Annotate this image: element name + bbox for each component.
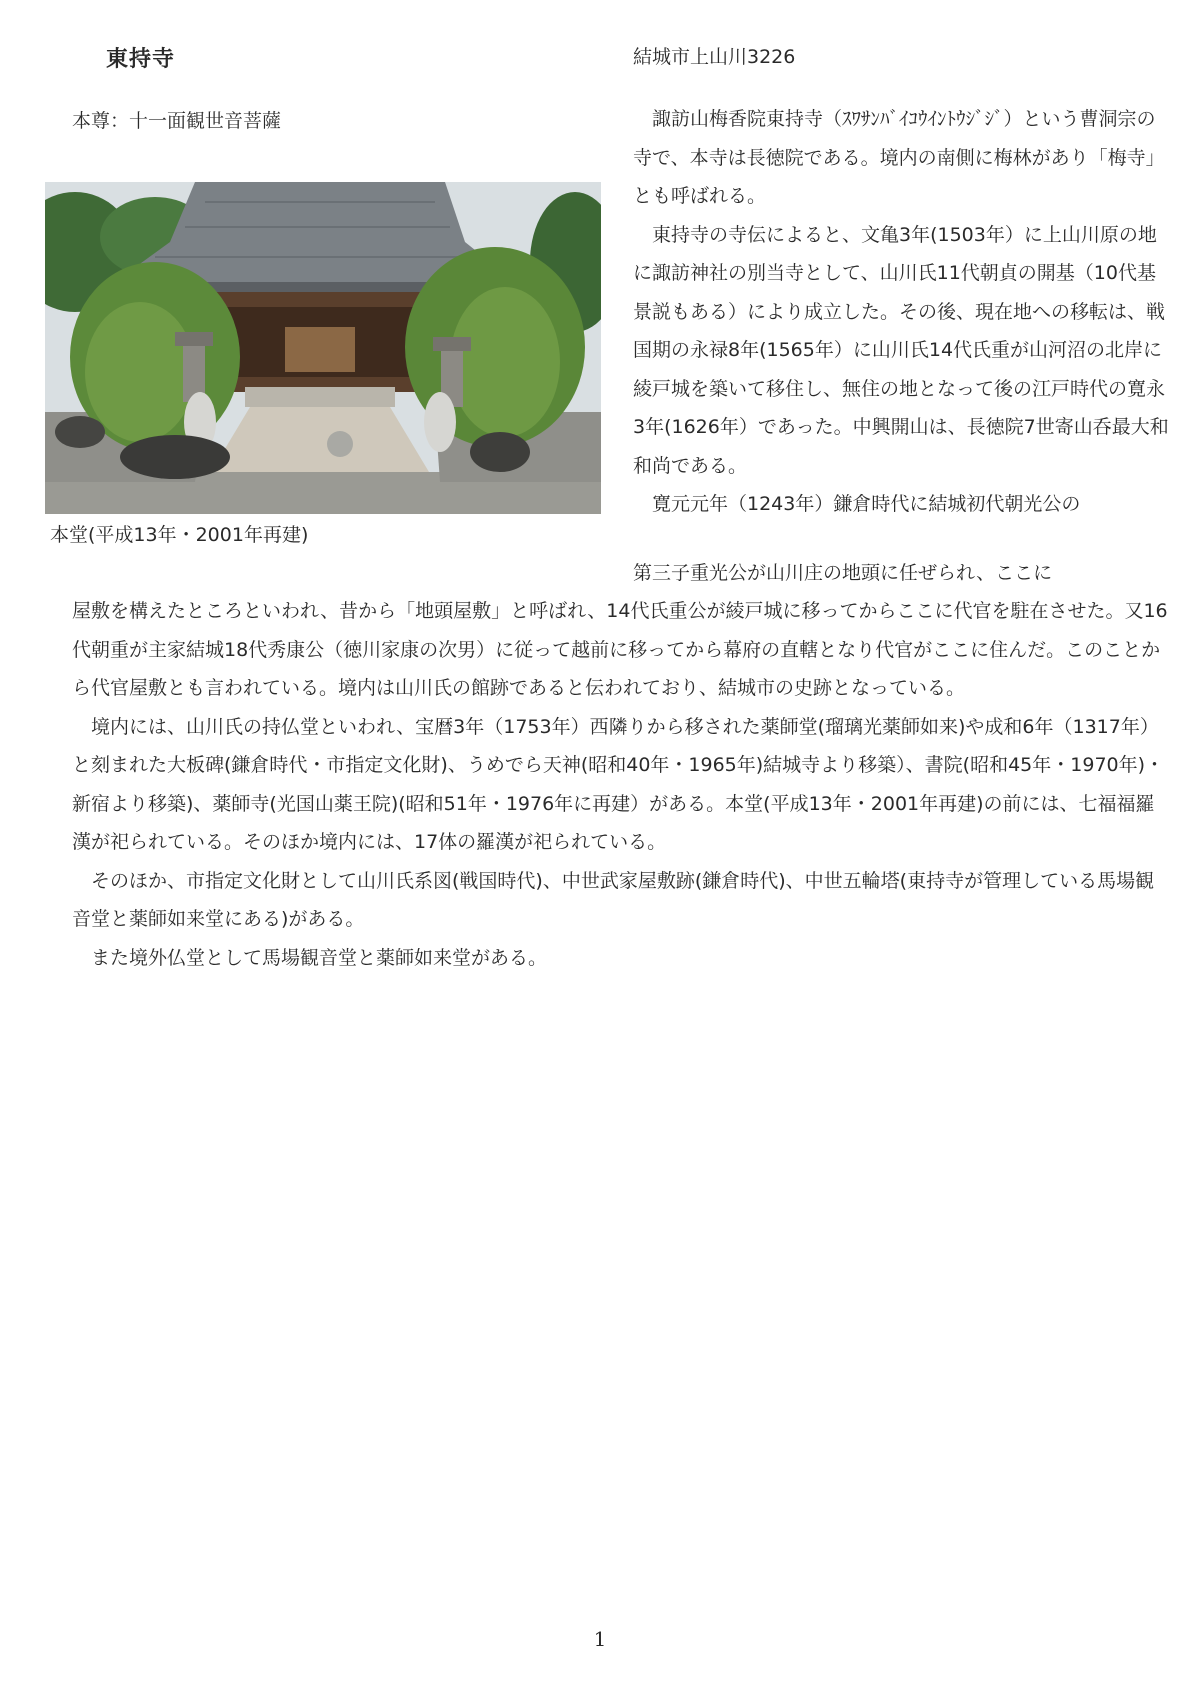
- page-title: 東持寺: [106, 47, 176, 72]
- full-width-text: [72, 592, 1172, 977]
- paragraph-precinct: 境内には、山川氏の持仏堂といわれ、宝暦3年（1753年）西隣りから移された薬師堂(瑠璃光薬師如来)や成和6年（1317年）と刻まれた大板碑(鎌倉時代・市指定文化財)、うめでら天神(昭和40年・1965年)結城寺より移築）、書院(昭和45年・1970年)・新宿より移築)、薬師寺(光国山薬王院)(昭和51年・1976年に再建）がある。本堂(平成13年・2001年再建)の前には、七福福羅漢が祀られている。そのほか境内には、17体の羅漢が祀られている。: [72, 715, 1165, 853]
- paragraph-introduction: 諏訪山梅香院東持寺（ｽﾜｻﾝﾊﾞｲｺｳｲﾝﾄｳｼﾞｼﾞ）という曹洞宗の寺で、本寺は長徳院である。境内の南側に梅林があり「梅寺」とも呼ばれる。: [633, 108, 1165, 207]
- paragraph-outside-halls: また境外仏堂として馬場観音堂と薬師如来堂がある。: [91, 946, 548, 969]
- right-column-text: [633, 100, 1173, 524]
- temple-address: 結城市上山川3226: [633, 46, 796, 68]
- paragraph-history: 東持寺の寺伝によると、文亀3年(1503年）に上山川原の地に諏訪神社の別当寺として、山川氏11代朝貞の開基（10代基景説もある）により成立した。その後、現在地への移転は、戦国期の永禄8年(1565年）に山川氏14代氏重が山河沼の北岸に綾戸城を築いて移住し、無住の地となって後の江戸時代の寛永3年(1626年）であった。中興開山は、長徳院7世寄山呑最大和和尚である。: [633, 223, 1169, 477]
- principal-image-label: 本尊：十一面観世音菩薩: [72, 110, 282, 132]
- paragraph-kangen-continued: 屋敷を構えたところといわれ、昔から「地頭屋敷」と呼ばれ、14代氏重公が綾戸城に移ってからここに代官を駐在させた。又16代朝重が主家結城18代秀康公（徳川家康の次男）に従って越前に移ってから幕府の直轄となり代官がここに住んだ。このことから代官屋敷とも言われている。境内は山川氏の館跡であると伝われており、結城市の史跡となっている。: [72, 600, 1168, 699]
- paragraph-cultural-properties: そのほか、市指定文化財として山川氏系図(戦国時代)、中世武家屋敷跡(鎌倉時代)、中世五輪塔(東持寺が管理している馬場観音堂と薬師如来堂にある)がある。: [72, 869, 1155, 930]
- paragraph-kangen-bridge: 第三子重光公が山川庄の地頭に任ぜられ、ここに: [633, 562, 1053, 584]
- temple-main-hall-photo: [45, 182, 601, 514]
- photo-caption: 本堂(平成13年・2001年再建): [50, 524, 309, 546]
- paragraph-kangen-start: 寛元元年（1243年）鎌倉時代に結城初代朝光公の: [652, 493, 1081, 515]
- page-number: 1: [593, 1627, 607, 1651]
